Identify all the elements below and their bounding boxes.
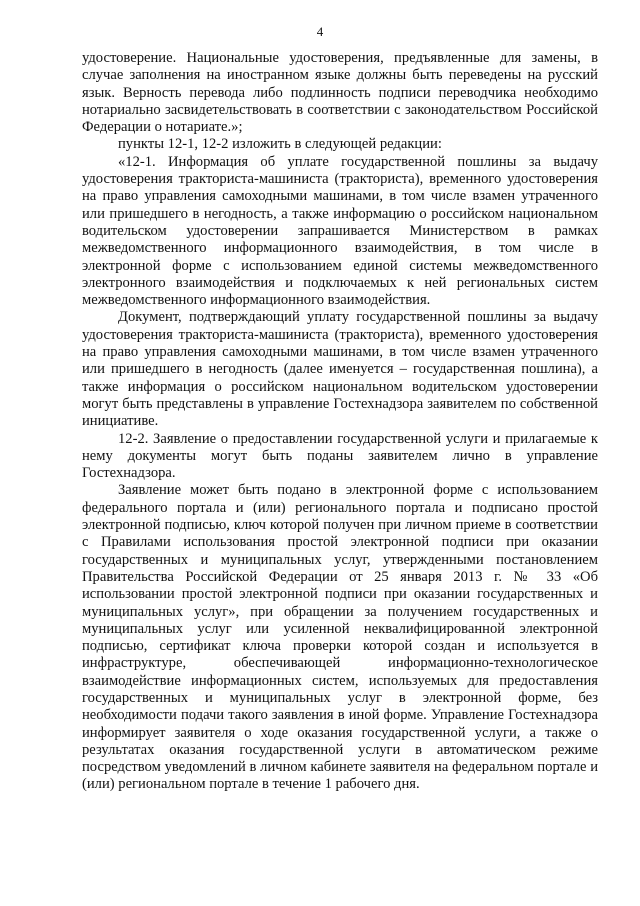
paragraph-6: Заявление может быть подано в электронной форме с использованием федерального портала и (или) регионального портала и подписано простой электронной подписью, ключ которой получен при личном приеме в соответствии с Правилами использования простой электронной подписи при оказании государственных и муниципальных услуг, утвержденными постановлением Правительства Российской Федерации от 25 января 2013 г. № 33 «Об использовании простой электронной подписи при оказании государственных и муниципальных услуг», при обращении за получением государственных и муниципальных услуг или усиленной неквалифицированной электронной подписью, сертификат ключа проверки которой создан и используется в инфраструктуре, обеспечивающей информационно-технологическое взаимодействие информационных систем, используемых для предоставления государственных и муниципальных услуг в электронной форме, без необходимости подачи такого заявления в иной форме. Управление Гостехнадзора информирует заявителя о ходе оказания государственной услуги, а также о результатах оказания государственной услуги в автоматическом режиме посредством уведомлений в личном кабинете заявителя на федеральном портале и (или) региональном портале в течение 1 рабочего дня. [82, 482, 598, 793]
paragraph-1: удостоверение. Национальные удостоверения, предъявленные для замены, в случае заполнения на иностранном языке должны быть переведены на русский язык. Верность перевода либо подлинность подписи переводчика необходимо нотариально засвидетельствовать в соответствии с законодательством Российской Федерации о нотариате.»; [82, 50, 598, 136]
paragraph-4: Документ, подтверждающий уплату государственной пошлины за выдачу удостоверения тракториста-машиниста (тракториста), временного удостоверения на право управления самоходными машинами, в том числе взамен утраченного или пришедшего в негодность (далее именуется – государственная пошлина), а также информация о российском национальном водительском удостоверении могут быть представлены в управление Гостехнадзора заявителем по собственной инициативе. [82, 309, 598, 430]
document-body [82, 50, 598, 794]
paragraph-3: «12-1. Информация об уплате государственной пошлины за выдачу удостоверения тракториста-машиниста (тракториста), временного удостоверения на право управления самоходными машинами, в том числе взамен утраченного или пришедшего в негодность, а также информацию о российском национальном водительском удостоверении запрашивается Министерством в рамках межведомственного информационного взаимодействия, в том числе в электронной форме с использованием единой системы межведомственного электронного взаимодействия и подключаемых к ней региональных систем межведомственного информационного взаимодействия. [82, 153, 598, 309]
page-number: 4 [316, 24, 324, 39]
paragraph-5: 12-2. Заявление о предоставлении государственной услуги и прилагаемые к нему документы могут быть поданы заявителем лично в управление Гостехнадзора. [82, 430, 598, 482]
paragraph-2: пункты 12-1, 12-2 изложить в следующей редакции: [118, 136, 442, 153]
